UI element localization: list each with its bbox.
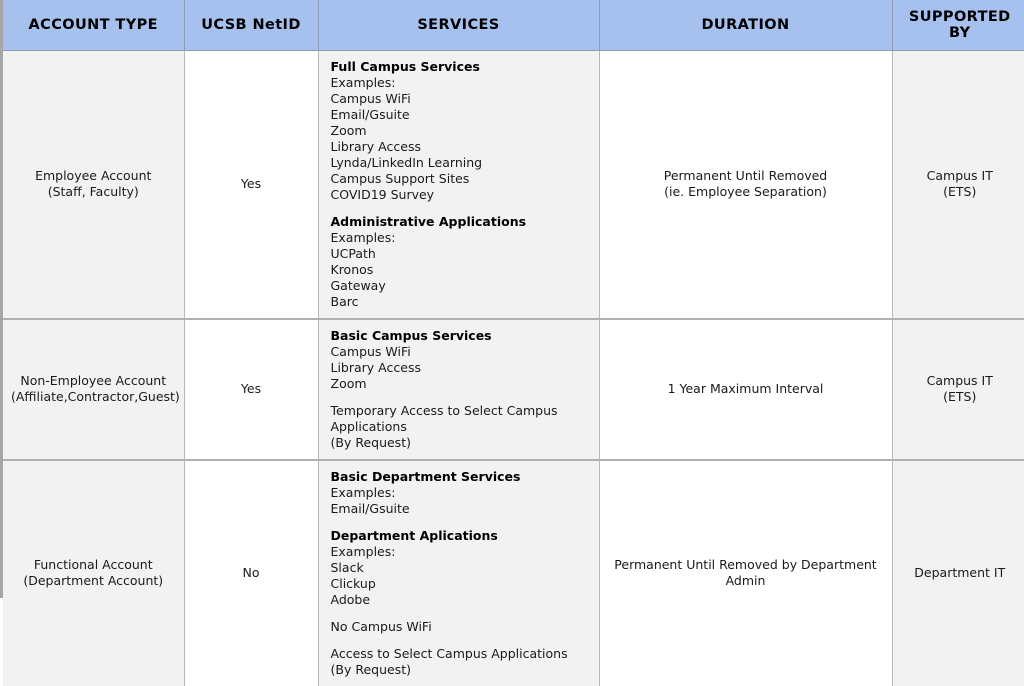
cell-supported-by bbox=[892, 460, 1024, 686]
duration-primary: Permanent Until Removed bbox=[663, 168, 828, 183]
services-line: Campus WiFi bbox=[330, 90, 411, 106]
services-block bbox=[331, 214, 589, 310]
duration-primary: 1 Year Maximum Interval bbox=[667, 381, 824, 396]
services-line: Email/Gsuite bbox=[330, 106, 410, 122]
column-header-services: SERVICES bbox=[318, 0, 599, 50]
duration-secondary: (ie. Employee Separation) bbox=[664, 184, 827, 199]
services-line: No Campus WiFi bbox=[330, 618, 432, 634]
services-line: (By Request) bbox=[330, 434, 411, 450]
cell-duration bbox=[599, 50, 892, 319]
services-line: UCPath bbox=[330, 245, 376, 261]
services-line: Zoom bbox=[330, 122, 367, 138]
services-block bbox=[331, 403, 589, 451]
cell-ucsb-netid: Yes bbox=[184, 319, 318, 460]
column-header-ucsb-netid: UCSB NetID bbox=[184, 0, 318, 50]
supported-by-primary: Campus IT bbox=[926, 168, 993, 183]
services-line: Campus WiFi bbox=[330, 343, 411, 359]
services-line: Examples: bbox=[330, 484, 396, 500]
services-block bbox=[331, 59, 589, 203]
cell-supported-by bbox=[892, 319, 1024, 460]
services-line: Lynda/LinkedIn Learning bbox=[330, 154, 483, 170]
supported-by-primary: Department IT bbox=[914, 565, 1006, 580]
supported-by-primary: Campus IT bbox=[926, 373, 993, 388]
services-line: Kronos bbox=[330, 261, 374, 277]
table-row bbox=[3, 319, 1024, 460]
duration-primary: Permanent Until Removed by Department Admin bbox=[614, 557, 877, 588]
services-line: Library Access bbox=[330, 138, 421, 154]
column-header-account-type: ACCOUNT TYPE bbox=[3, 0, 184, 50]
services-line: Barc bbox=[330, 293, 359, 309]
services-line: Temporary Access to Select Campus Applications bbox=[330, 402, 558, 434]
services-block bbox=[331, 469, 589, 517]
services-block-heading: Administrative Applications bbox=[330, 213, 527, 229]
supported-by-secondary: (ETS) bbox=[943, 389, 977, 404]
table-header bbox=[3, 0, 1024, 50]
services-line: Library Access bbox=[330, 359, 421, 375]
cell-ucsb-netid: No bbox=[184, 460, 318, 686]
services-line: Gateway bbox=[330, 277, 386, 293]
services-line: Clickup bbox=[330, 575, 376, 591]
account-types-table bbox=[3, 0, 1024, 686]
services-line: Zoom bbox=[330, 375, 367, 391]
services-line: Slack bbox=[330, 559, 364, 575]
cell-duration bbox=[599, 319, 892, 460]
table-row bbox=[3, 460, 1024, 686]
cell-supported-by bbox=[892, 50, 1024, 319]
services-line: COVID19 Survey bbox=[330, 186, 435, 202]
cell-duration bbox=[599, 460, 892, 686]
services-line: Examples: bbox=[330, 543, 396, 559]
cell-services bbox=[318, 460, 599, 686]
cell-account-type bbox=[3, 460, 184, 686]
supported-by-secondary: (ETS) bbox=[943, 184, 977, 199]
header-row bbox=[3, 0, 1024, 50]
services-line: Email/Gsuite bbox=[330, 500, 410, 516]
cell-account-type bbox=[3, 319, 184, 460]
services-line: (By Request) bbox=[330, 661, 411, 677]
services-line: Access to Select Campus Applications bbox=[330, 645, 568, 661]
services-line: Examples: bbox=[330, 74, 396, 90]
account-type-primary: Functional Account bbox=[33, 557, 153, 572]
account-type-primary: Employee Account bbox=[35, 168, 152, 183]
account-type-primary: Non-Employee Account bbox=[20, 373, 167, 388]
account-type-secondary: (Staff, Faculty) bbox=[47, 184, 139, 199]
services-block bbox=[331, 619, 589, 635]
services-block bbox=[331, 646, 589, 678]
cell-account-type bbox=[3, 50, 184, 319]
services-line: Campus Support Sites bbox=[330, 170, 470, 186]
column-header-duration: DURATION bbox=[599, 0, 892, 50]
cell-ucsb-netid: Yes bbox=[184, 50, 318, 319]
services-block-heading: Department Aplications bbox=[330, 527, 498, 543]
cell-services bbox=[318, 50, 599, 319]
services-block bbox=[331, 328, 589, 392]
services-block-heading: Full Campus Services bbox=[330, 58, 480, 74]
account-type-secondary: (Department Account) bbox=[23, 573, 164, 588]
services-block-heading: Basic Department Services bbox=[330, 468, 521, 484]
services-line: Adobe bbox=[330, 591, 371, 607]
services-block bbox=[331, 528, 589, 608]
column-header-supported-by: SUPPORTED BY bbox=[892, 0, 1024, 50]
services-line: Examples: bbox=[330, 229, 396, 245]
cell-services bbox=[318, 319, 599, 460]
table-body bbox=[3, 50, 1024, 686]
table-row bbox=[3, 50, 1024, 319]
services-block-heading: Basic Campus Services bbox=[330, 327, 492, 343]
account-type-secondary: (Affiliate,Contractor,Guest) bbox=[11, 389, 180, 404]
